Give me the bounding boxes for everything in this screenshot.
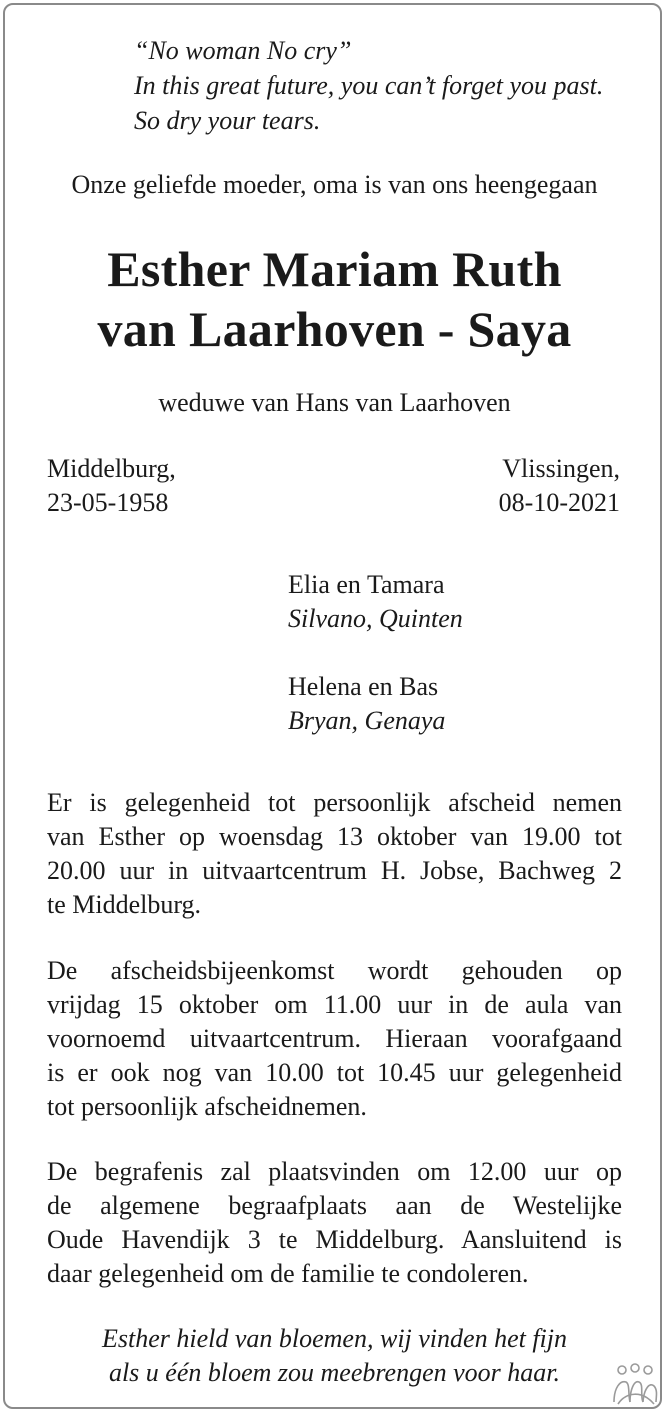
closing-line-2: als u één bloem zou meebrengen voor haar. bbox=[108, 1358, 561, 1387]
paragraph-line: 20.00 uur in uitvaartcentrum H. Jobse, Bachweg 2 bbox=[47, 856, 622, 885]
paragraph-burial bbox=[47, 1155, 622, 1291]
family-children-2: Bryan, Genaya bbox=[288, 706, 446, 735]
death-date: 08-10-2021 bbox=[498, 488, 620, 517]
paragraph-line: Er is gelegenheid tot persoonlijk afscheid nemen bbox=[47, 788, 622, 817]
paragraph-line: de algemene begraafplaats aan de Westelijke bbox=[47, 1191, 622, 1220]
deceased-name-line-2: van Laarhoven - Saya bbox=[97, 301, 572, 357]
paragraph-line: vrijdag 15 oktober om 11.00 uur in de aula van bbox=[47, 990, 622, 1019]
paragraph-line: tot persoonlijk afscheidnemen. bbox=[47, 1092, 367, 1121]
quote-line-2: In this great future, you can’t forget you past. bbox=[134, 71, 604, 100]
quote-line-3: So dry your tears. bbox=[134, 106, 321, 135]
paragraph-farewell bbox=[47, 786, 622, 922]
paragraph-ceremony bbox=[47, 954, 622, 1124]
paragraph-line: daar gelegenheid om de familie te condoleren. bbox=[47, 1259, 529, 1288]
intro-text: Onze geliefde moeder, oma is van ons heengegaan bbox=[71, 170, 598, 199]
paragraph-line: te Middelburg. bbox=[47, 890, 202, 919]
deceased-name-line-1: Esther Mariam Ruth bbox=[107, 241, 562, 297]
family-parents-2: Helena en Bas bbox=[288, 672, 439, 701]
paragraph-line: voornoemd uitvaartcentrum. Hieraan voorafgaand bbox=[47, 1024, 622, 1053]
death-place: Vlissingen, bbox=[502, 454, 620, 483]
paragraph-line: De afscheidsbijeenkomst wordt gehouden op bbox=[47, 956, 622, 985]
family-parents-1: Elia en Tamara bbox=[288, 570, 445, 599]
paragraph-line: De begrafenis zal plaatsvinden om 12.00 uur op bbox=[47, 1157, 622, 1186]
widow-of-text: weduwe van Hans van Laarhoven bbox=[158, 388, 511, 417]
publisher-logo-icon bbox=[608, 1362, 662, 1406]
paragraph-line: van Esther op woensdag 13 oktober van 19.00 tot bbox=[47, 822, 622, 851]
paragraph-line: Oude Havendijk 3 te Middelburg. Aansluitend is bbox=[47, 1225, 622, 1254]
closing-line-1: Esther hield van bloemen, wij vinden het fijn bbox=[101, 1324, 568, 1353]
paragraph-line: is er ook nog van 10.00 tot 10.45 uur gelegenheid bbox=[47, 1058, 622, 1087]
birth-date: 23-05-1958 bbox=[47, 488, 169, 517]
birth-place: Middelburg, bbox=[47, 454, 176, 483]
quote-line-1: “No woman No cry” bbox=[134, 36, 352, 65]
family-children-1: Silvano, Quinten bbox=[288, 604, 463, 633]
